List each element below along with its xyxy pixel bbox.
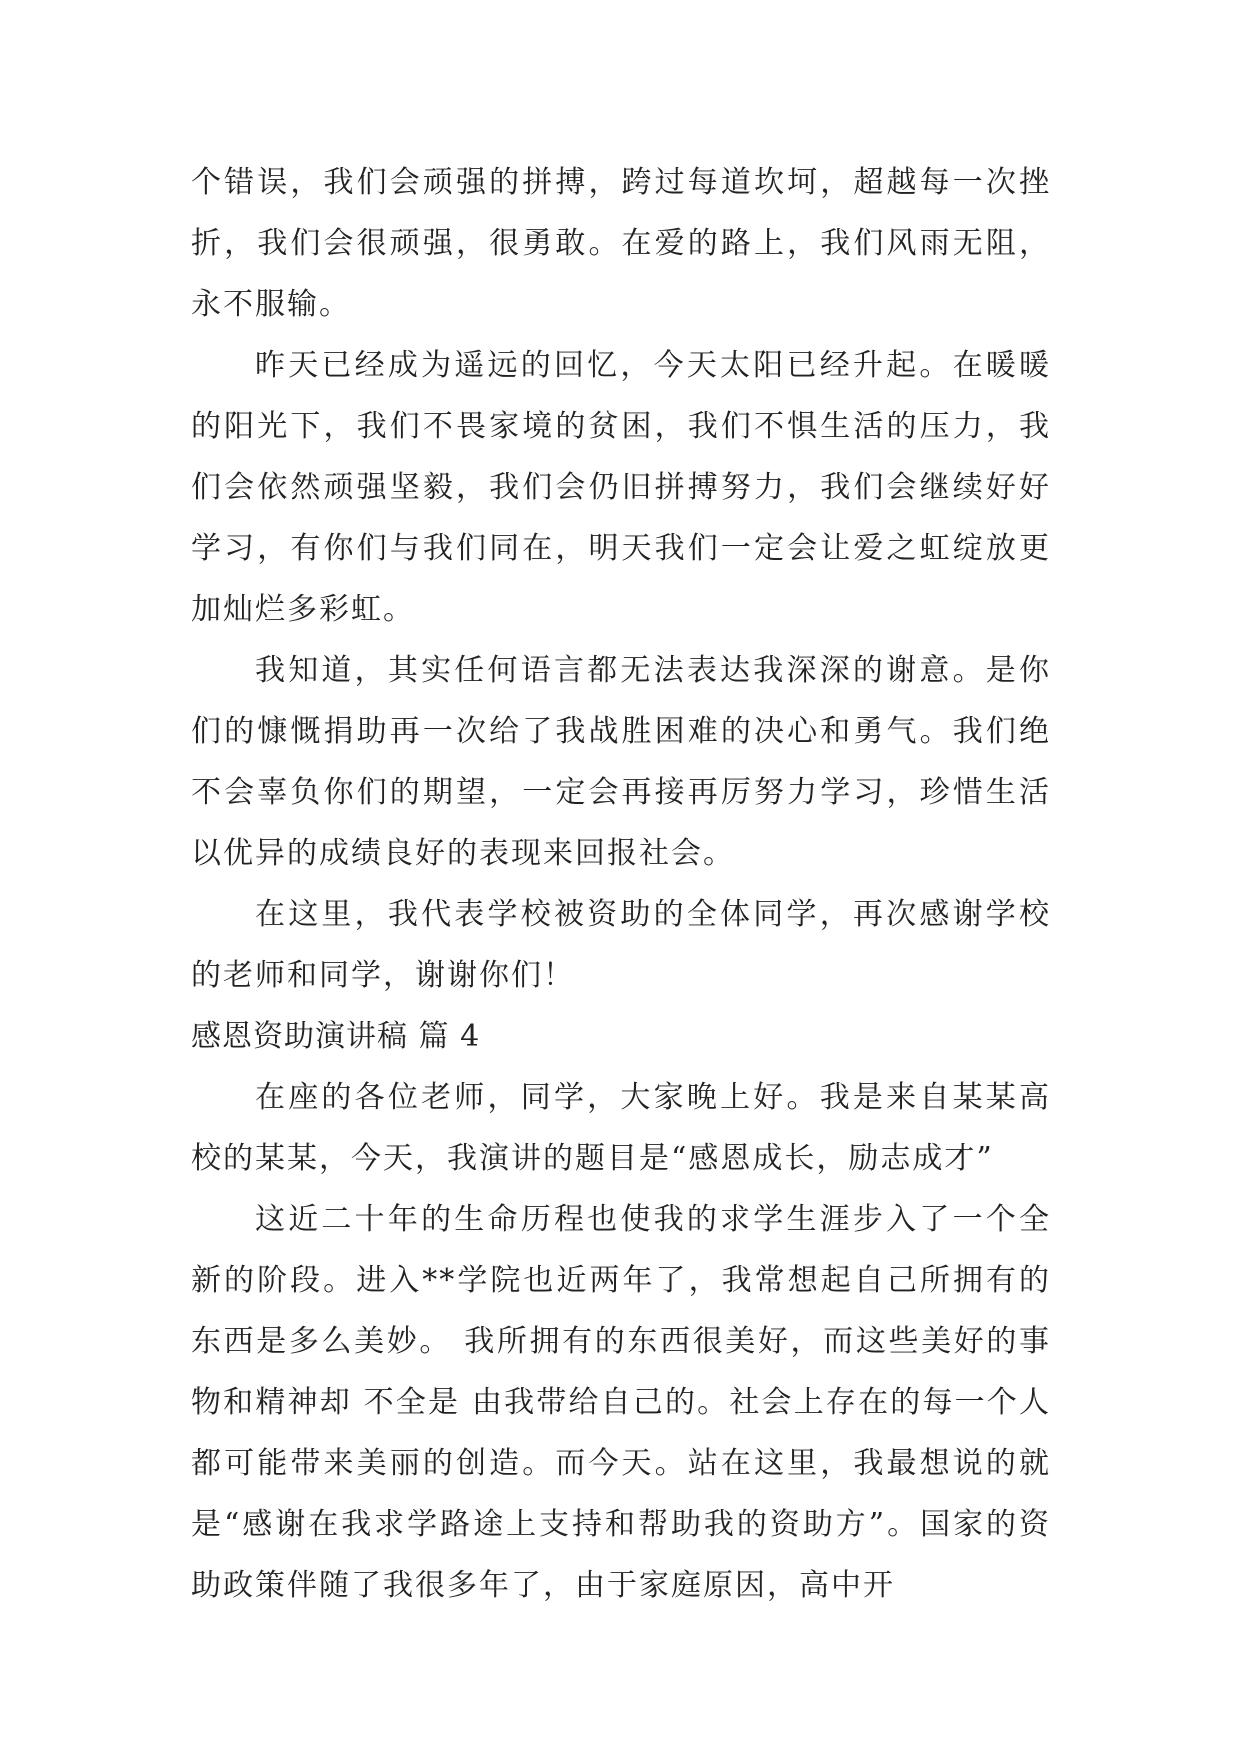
- document-body: [191, 152, 1051, 1616]
- paragraph-3: 我知道，其实任何语言都无法表达我深深的谢意。是你们的慷慨捐助再一次给了我战胜困难的决心和勇气。我们绝不会辜负你们的期望，一定会再接再厉努力学习，珍惜生活以优异的成绩良好的表现来回报社会。: [191, 653, 1051, 871]
- paragraph-4: 在这里，我代表学校被资助的全体同学，再次感谢学校的老师和同学，谢谢你们！: [191, 897, 1051, 993]
- paragraph-6: 这近二十年的生命历程也使我的求学生涯步入了一个全新的阶段。进入**学院也近两年了，我常想起自己所拥有的东西是多么美妙。 我所拥有的东西很美好，而这些美好的事物和精神却 不全是 由我带给自己的。社会上存在的每一个人都可能带来美丽的创造。而今天。站在这里，我最想说的就是“感谢在我求学路途上支持和帮助我的资助方”。国家的资助政策伴随了我很多年了，由于家庭原因，高中开: [191, 1202, 1051, 1603]
- paragraph-2: 昨天已经成为遥远的回忆，今天太阳已经升起。在暖暖的阳光下，我们不畏家境的贫困，我们不惧生活的压力，我们会依然顽强坚毅，我们会仍旧拼搏努力，我们会继续好好学习，有你们与我们同在，明天我们一定会让爱之虹绽放更加灿烂多彩虹。: [191, 348, 1051, 627]
- paragraph-1: 个错误，我们会顽强的拼搏，跨过每道坎坷，超越每一次挫折，我们会很顽强，很勇敢。在爱的路上，我们风雨无阻，永不服输。: [191, 165, 1051, 322]
- paragraph-5: 在座的各位老师，同学，大家晚上好。我是来自某某高校的某某，今天，我演讲的题目是“感恩成长，励志成才”: [191, 1080, 1051, 1176]
- section-heading: 感恩资助演讲稿 篇 4: [191, 1019, 481, 1054]
